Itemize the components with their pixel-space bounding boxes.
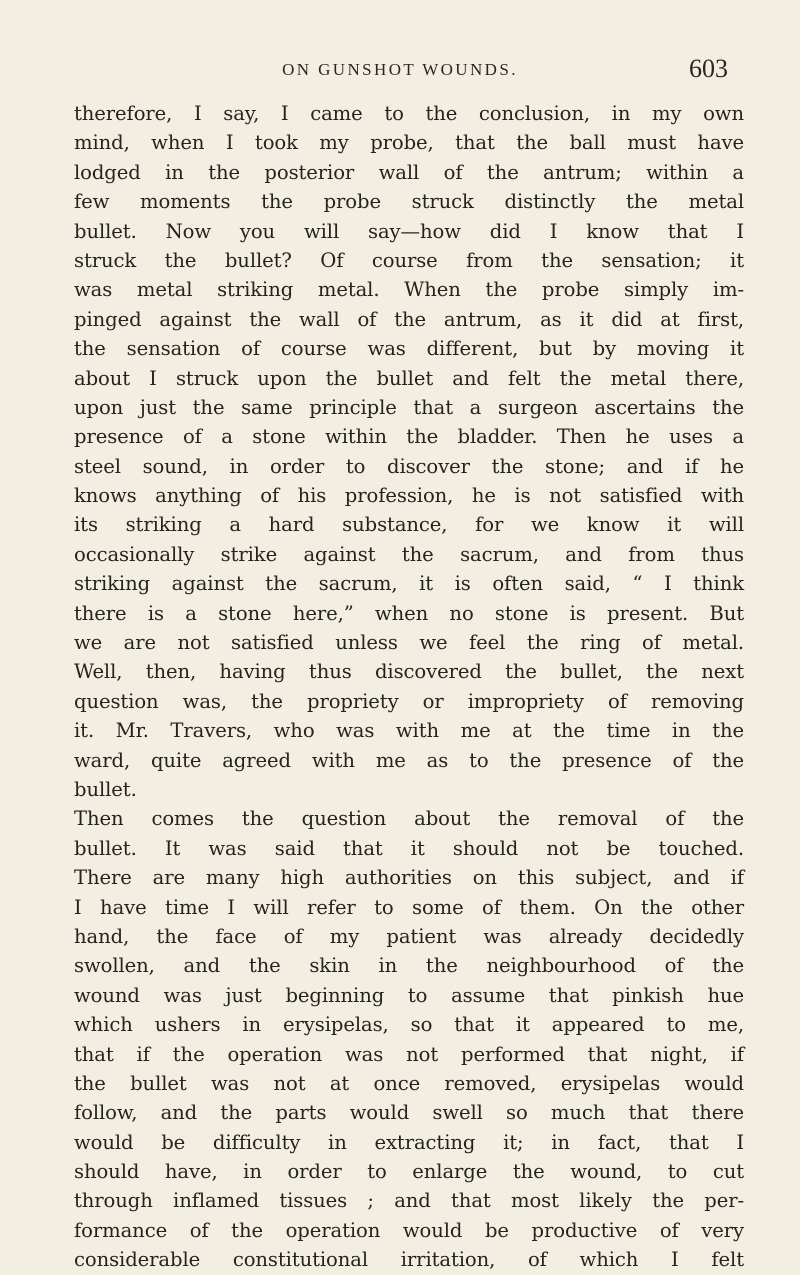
text-line: therefore, I say, I came to the conclusion, in my own — [74, 102, 744, 125]
text-line: Well, then, having thus discovered the bullet, the next — [74, 660, 744, 684]
text-line: wound was just beginning to assume that pinkish hue — [74, 983, 744, 1007]
text-line: swollen, and the skin in the neighbourhood of the — [74, 954, 744, 978]
text-line: formance of the operation would be productive of very — [74, 1218, 744, 1242]
text-line: upon just the same principle that a surgeon ascertains the — [74, 395, 744, 419]
text-line: that if the operation was not performed that night, if — [74, 1042, 744, 1066]
body-text — [74, 99, 744, 1275]
text-line: through inflamed tissues ; and that most likely the per- — [74, 1189, 744, 1213]
text-line: the bullet was not at once removed, erysipelas would — [74, 1071, 744, 1095]
text-line: Then comes the question about the removal of the — [74, 807, 744, 831]
text-line: occasionally strike against the sacrum, and from thus — [74, 542, 744, 566]
running-title: ON GUNSHOT WOUNDS. — [282, 60, 518, 79]
text-line: ward, quite agreed with me as to the presence of the — [74, 748, 744, 772]
text-line: few moments the probe struck distinctly the metal — [74, 190, 744, 214]
text-line: its striking a hard substance, for we know it will — [74, 513, 744, 537]
text-line: lodged in the posterior wall of the antrum; within a — [74, 160, 744, 184]
text-line: follow, and the parts would swell so much that there — [74, 1101, 744, 1125]
text-line: There are many high authorities on this subject, and if — [74, 866, 744, 890]
text-line: pinged against the wall of the antrum, as it did at first, — [74, 307, 744, 331]
text-line: bullet. Now you will say—how did I know that I — [74, 219, 744, 243]
text-line: hand, the face of my patient was already decidedly — [74, 924, 744, 948]
text-line: bullet. It was said that it should not be touched. — [74, 836, 744, 860]
text-line: striking against the sacrum, it is often said, “ I think — [74, 572, 744, 596]
page-number: 603 — [689, 54, 728, 83]
text-line: there is a stone here,” when no stone is present. But — [74, 601, 744, 625]
text-line: which ushers in erysipelas, so that it appeared to me, — [74, 1013, 744, 1037]
text-line: mind, when I took my probe, that the ball must have — [74, 131, 744, 155]
text-line: it. Mr. Travers, who was with me at the time in the — [74, 719, 744, 743]
text-line: the sensation of course was different, but by moving it — [74, 337, 744, 361]
text-line: should have, in order to enlarge the wound, to cut — [74, 1160, 744, 1184]
text-line: was metal striking metal. When the probe simply im- — [74, 278, 744, 302]
text-line: considerable constitutional irritation, of which I felt — [74, 1248, 744, 1272]
text-line: knows anything of his profession, he is not satisfied with — [74, 484, 744, 508]
text-line: struck the bullet? Of course from the sensation; it — [74, 248, 744, 272]
text-line: presence of a stone within the bladder. Then he uses a — [74, 425, 744, 449]
running-head — [0, 54, 800, 84]
text-line: question was, the propriety or impropriety of removing — [74, 689, 744, 713]
text-line: would be difficulty in extracting it; in fact, that I — [74, 1130, 744, 1154]
text-line: steel sound, in order to discover the stone; and if he — [74, 454, 744, 478]
text-line: we are not satisfied unless we feel the ring of metal. — [74, 631, 744, 655]
text-line: about I struck upon the bullet and felt the metal there, — [74, 366, 744, 390]
text-line: bullet. — [74, 777, 137, 801]
text-line: I have time I will refer to some of them. On the other — [74, 895, 744, 919]
